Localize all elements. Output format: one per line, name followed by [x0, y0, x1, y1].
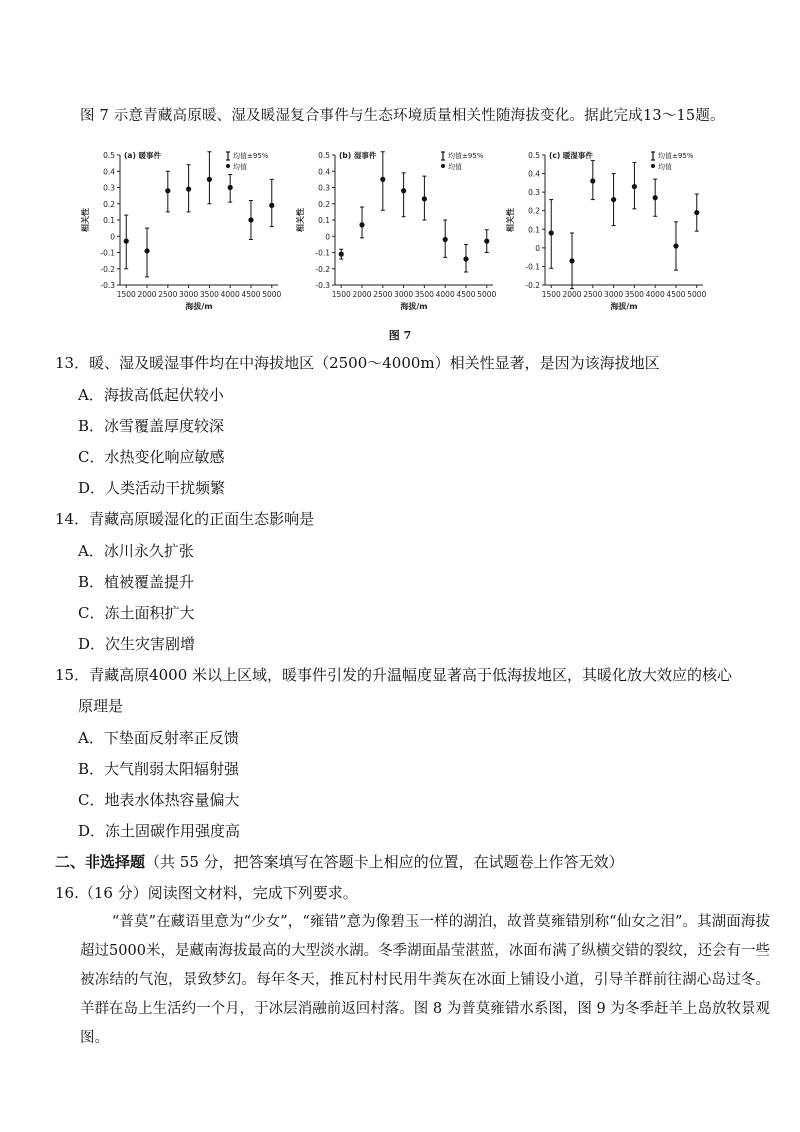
x-tick-label: 3500: [414, 290, 434, 299]
x-tick-label: 3000: [604, 290, 624, 299]
chart-wet-events: [293, 140, 503, 315]
y-tick-label: -0.3: [315, 281, 330, 290]
x-tick-label: 4000: [435, 290, 455, 299]
question-16-material: “普莫”在藏语里意为“少女”，“雍错”意为像碧玉一样的湖泊，故普莫雍错别称“仙女之泪”。其湖面海拔超过5000米，是藏南海拔最高的大型淡水湖。冬季湖面晶莹湛蓝，冰面布满了纵横交错的裂纹，还会有一些被冻结的气泡，景致梦幻。每年冬天，推瓦村村民用牛粪灰在冰面上铺设小道，引导羊群前往湖心岛过冬。羊群在岛上生活约一个月，于冰层消融前返回村落。图 8 为普莫雍错水系图，图 9 为冬季赶羊上岛放牧景观图。: [80, 914, 770, 1046]
legend-point-icon: [226, 164, 230, 168]
data-point: [443, 237, 448, 242]
x-axis-label: 海拔/m: [185, 302, 213, 311]
x-tick-label: 2500: [158, 290, 178, 299]
x-tick-label: 3000: [179, 290, 199, 299]
panel-label: (b) 湿事件: [339, 151, 377, 160]
figure-caption: 图 7: [388, 329, 412, 342]
x-tick-label: 3500: [199, 290, 219, 299]
question-15-option-c: C．地表水体热容量偏大: [78, 791, 240, 809]
y-axis-label: 相关性: [506, 208, 515, 232]
y-axis-label: 相关性: [296, 208, 305, 232]
x-tick-label: 4500: [666, 290, 686, 299]
legend-errorbar-label: 均值±95%: [233, 152, 269, 160]
data-point: [653, 195, 658, 200]
data-point: [380, 177, 385, 182]
data-point: [590, 178, 595, 183]
y-tick-label: 0.1: [318, 216, 330, 225]
question-14-option-b: B．植被覆盖提升: [78, 573, 195, 591]
y-tick-label: 0.1: [103, 216, 115, 225]
y-tick-label: 0.4: [528, 169, 540, 179]
y-tick-label: 0: [325, 232, 330, 242]
x-axis-label: 海拔/m: [400, 302, 428, 311]
x-tick-label: 3000: [394, 290, 414, 299]
data-point: [422, 196, 427, 201]
data-point: [248, 217, 253, 222]
y-tick-label: 0.5: [528, 151, 540, 160]
question-13-option-b: B．冰雪覆盖厚度较深: [78, 417, 225, 435]
data-point: [611, 197, 616, 202]
section-2-note: （共 55 分，把答案填写在答题卡上相应的位置，在试题卷上作答无效）: [145, 853, 624, 871]
legend-point-icon: [441, 164, 445, 168]
section-2-heading: [55, 851, 624, 872]
section-2-title: 二、非选择题: [55, 853, 146, 871]
x-tick-label: 1500: [116, 290, 136, 299]
question-14-option-c: C．冻土面积扩大: [78, 604, 195, 622]
question-14-stem: 14．青藏高原暖湿化的正面生态影响是: [55, 510, 315, 528]
question-15-option-b: B．大气削弱太阳辐射强: [78, 760, 240, 778]
x-tick-label: 1500: [541, 290, 561, 299]
y-axis-label: 相关性: [81, 208, 90, 232]
chart-svg: [78, 140, 288, 315]
question-15-stem-cont: 原理是: [78, 697, 124, 715]
y-tick-label: -0.3: [100, 281, 115, 290]
y-tick-label: 0.3: [103, 183, 115, 193]
question-14-option-a: A．冰川永久扩张: [78, 542, 194, 560]
x-tick-label: 5000: [477, 290, 497, 299]
y-tick-label: -0.1: [100, 248, 115, 258]
legend-point-label: 均值: [233, 163, 247, 171]
x-tick-label: 2500: [583, 290, 603, 299]
y-tick-label: -0.2: [525, 281, 540, 290]
legend-errorbar-label: 均值±95%: [448, 152, 484, 160]
question-13-option-c: C．水热变化响应敏感: [78, 448, 225, 466]
y-tick-label: 0.5: [103, 151, 115, 160]
data-point: [632, 184, 637, 189]
data-point: [124, 239, 129, 244]
x-tick-label: 1500: [331, 290, 351, 299]
data-point: [165, 188, 170, 193]
legend-point-icon: [651, 164, 655, 168]
chart-warm-wet-events: [503, 140, 713, 315]
y-tick-label: -0.2: [315, 264, 330, 274]
y-tick-label: -0.1: [315, 248, 330, 258]
data-point: [359, 222, 364, 227]
x-tick-label: 4000: [645, 290, 665, 299]
x-tick-label: 3500: [624, 290, 644, 299]
question-13-option-d: D．人类活动干扰频繁: [78, 479, 226, 497]
y-tick-label: 0.1: [528, 225, 540, 235]
y-tick-label: 0: [110, 232, 115, 242]
y-tick-label: 0.2: [528, 206, 540, 216]
y-tick-label: 0.4: [103, 167, 115, 177]
legend-point-label: 均值: [448, 163, 462, 171]
chart-svg: [293, 140, 503, 315]
panel-label: (c) 暖湿事件: [549, 151, 593, 160]
data-point: [269, 203, 274, 208]
legend-point-label: 均值: [658, 163, 672, 171]
x-tick-label: 5000: [687, 290, 707, 299]
panel-label: (a) 暖事件: [124, 151, 162, 160]
x-tick-label: 2000: [562, 290, 582, 299]
x-tick-label: 2500: [373, 290, 393, 299]
data-point: [207, 177, 212, 182]
y-tick-label: 0: [535, 243, 540, 253]
question-15-option-a: A．下垫面反射率正反馈: [78, 729, 239, 747]
data-point: [186, 187, 191, 192]
y-tick-label: -0.2: [100, 264, 115, 274]
data-point: [144, 248, 149, 253]
y-tick-label: -0.1: [525, 262, 540, 272]
x-tick-label: 2000: [137, 290, 157, 299]
x-tick-label: 2000: [352, 290, 372, 299]
legend-errorbar-label: 均值±95%: [658, 152, 694, 160]
x-tick-label: 4500: [456, 290, 476, 299]
data-point: [339, 252, 344, 257]
data-point: [569, 258, 574, 263]
y-tick-label: 0.4: [318, 167, 330, 177]
chart-svg: [503, 140, 713, 315]
y-tick-label: 0.2: [318, 199, 330, 209]
intro-text: 图 7 示意青藏高原暖、湿及暖湿复合事件与生态环境质量相关性随海拔变化。据此完成13～15题。: [80, 108, 725, 124]
y-tick-label: 0.5: [318, 151, 330, 160]
question-14-option-d: D．次生灾害剧增: [78, 635, 196, 653]
question-13-option-a: A．海拔高低起伏较小: [78, 386, 224, 404]
x-axis-label: 海拔/m: [610, 302, 638, 311]
chart-warm-events: [78, 140, 288, 315]
data-point: [484, 239, 489, 244]
question-15-option-d: D．冻土固碳作用强度高: [78, 822, 241, 840]
data-point: [463, 256, 468, 261]
question-16-stem: 16.（16 分）阅读图文材料，完成下列要求。: [55, 884, 358, 902]
data-point: [673, 243, 678, 248]
y-tick-label: 0.3: [528, 188, 540, 198]
y-tick-label: 0.3: [318, 183, 330, 193]
question-15-stem: 15．青藏高原4000 米以上区域，暖事件引发的升温幅度显著高于低海拔地区，其暖化放大效应的核心: [55, 666, 733, 684]
x-tick-label: 4500: [241, 290, 261, 299]
data-point: [549, 230, 554, 235]
y-tick-label: 0.2: [103, 199, 115, 209]
data-point: [401, 188, 406, 193]
data-point: [694, 210, 699, 215]
data-point: [228, 185, 233, 190]
x-tick-label: 4000: [220, 290, 240, 299]
x-tick-label: 5000: [262, 290, 282, 299]
question-13-stem: 13．暖、湿及暖湿事件均在中海拔地区（2500～4000m）相关性显著，是因为该海拔地区: [55, 354, 660, 372]
